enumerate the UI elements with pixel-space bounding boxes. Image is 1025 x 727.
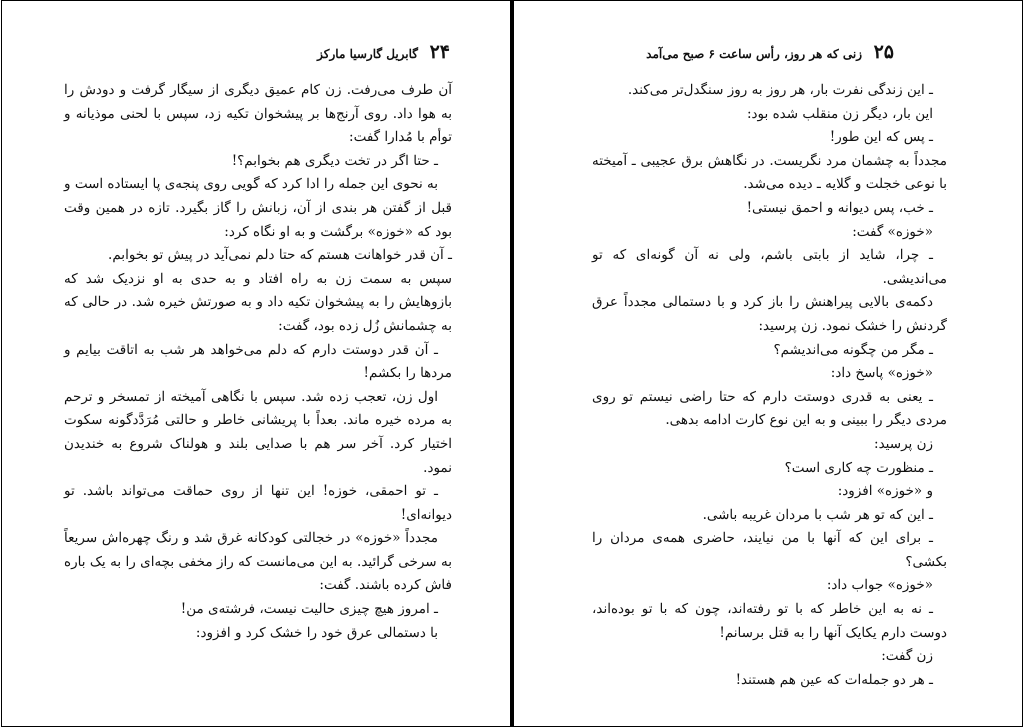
right-paragraph-10: «خوزه» پاسخ داد: (830, 365, 933, 382)
left-paragraph-10: ـ امروز هیچ چیزی حالیت نیست، فرشته‌ی من! (180, 601, 438, 618)
left-paragraph-9: مجدداً «خوزه» در خجالتی کودکانه غرق شد و رنگ چهره‌اش سریعاً به سرخی گرائید. به این می‌مانست که راز مخفی بچه‌ای را به یک باره فاش کرده باشند. گفت: (64, 530, 452, 594)
left-page-body (64, 79, 452, 645)
right-paragraph-15: ـ این که تو هر شب با مردان غریبه باشی. (702, 506, 933, 523)
right-paragraph-4: مجدداً به چشمان مرد نگریست. در نگاهش برق عجیبی ـ آمیخته با نوعی خجلت و گلایه ـ دیده می‌شد. (592, 152, 947, 193)
left-paragraph-2: ـ حتا اگر در تخت دیگری هم بخوابم؟! (231, 152, 438, 169)
right-paragraph-5: ـ خب، پس دیوانه و احمق نیستی! (746, 199, 933, 216)
left-paragraph-4: ـ آن قدر خواهانت هستم که حتا دلم نمی‌آید در پیش تو بخوابم. (108, 247, 452, 264)
right-page-header (594, 41, 894, 65)
right-paragraph-2: این بار، دیگر زن منقلب شده بود: (746, 105, 933, 122)
left-paragraph-11: با دستمالی عرق خود را خشک کرد و افزود: (195, 624, 438, 641)
right-paragraph-14: و «خوزه» افزود: (837, 483, 933, 500)
left-page-number: ۲۴ (429, 41, 450, 63)
right-paragraph-20: ـ هر دو جمله‌ات که عین هم هستند! (735, 671, 933, 688)
right-paragraph-8: دکمه‌ی بالایی پیراهنش را باز کرد و با دستمالی مجدداً عرق گردنش را خشک نمود. زن پرسید: (592, 294, 947, 334)
right-paragraph-7: ـ چرا، شاید از بابتی باشم، ولی نه آن گونه‌ای که تو می‌اندیشی. (592, 247, 947, 287)
right-paragraph-1: ـ این زندگی نفرت بار، هر روز به روز سنگدل‌تر می‌کند. (627, 82, 933, 98)
right-page-number: ۲۵ (873, 41, 894, 63)
right-paragraph-18: ـ نه به این خاطر که با تو رفته‌اند، چون که با تو بوده‌اند، دوست دارم یکایک آنها را به قتل برسانم! (592, 601, 947, 641)
right-paragraph-6: «خوزه» گفت: (852, 223, 933, 240)
right-running-header: زنی که هر روز، رأس ساعت ۶ صبح می‌آمد (646, 47, 862, 61)
right-paragraph-16: ـ برای این که آنها با من نیایند، حاضری همه‌ی مردان را بکشی؟ (592, 530, 947, 570)
left-paragraph-6: ـ آن قدر دوستت دارم که دلم می‌خواهد هر شب به اتاقت بیایم و مردها را بکشم! (64, 341, 452, 382)
left-paragraph-5: سپس به سمت زن به راه افتاد و به حدی به او نزدیک شد که بازوهایش را به پیشخوان تکیه داد و به صورتش خیره شد. در حالی که به چشمانش زُل زده بود، گفت: (64, 270, 452, 334)
left-paragraph-1: آن طرف می‌رفت. زن کام عمیق دیگری از سیگار گرفت و دودش را به هوا داد. روی آرنج‌ها بر پیشخوان تکیه زد، سپس با لحنی موذیانه و توأم با مُدارا گفت: (64, 82, 452, 146)
left-paragraph-7: اول زن، تعجب زده شد. سپس با نگاهی آمیخته از تمسخر و ترحم به مرده خیره ماند. بعداً با پریشانی خاطر و حالتی مُرَدَّدگونه سکوت اختیار کرد. آخر سر هم با صدایی بلند و هولناک شروع به خندیدن نمود. (64, 388, 452, 476)
right-paragraph-13: ـ منظورت چه کاری است؟ (784, 459, 933, 476)
right-paragraph-9: ـ مگر من چگونه می‌اندیشم؟ (773, 341, 933, 358)
left-page-header (317, 41, 450, 65)
right-paragraph-19: زن گفت: (881, 648, 933, 665)
right-paragraph-12: زن پرسید: (874, 435, 933, 452)
left-paragraph-3: به نحوی این جمله را ادا کرد که گویی روی پنجه‌ی پا ایستاده است و قبل از گفتن هر بندی از آن، زبانش را گاز بگیرد. تازه در همین وقت بود که «خوزه» برگشت و به او نگاه کرد: (64, 176, 452, 240)
right-page-body (592, 79, 947, 692)
right-paragraph-17: «خوزه» جواب داد: (826, 577, 933, 594)
left-running-header: گابریل گارسیا مارکز (317, 47, 418, 61)
left-paragraph-8: ـ تو احمقی، خوزه! این تنها از روی حماقت می‌تواند باشد. تو دیوانه‌ای! (64, 483, 452, 523)
left-page (1, 0, 511, 727)
right-page (513, 0, 1023, 727)
right-paragraph-11: ـ یعنی به قدری دوستت دارم که حتا راضی نیستم تو روی مردی دیگر را ببینی و به این نوع کارت ادامه بدهی. (592, 388, 947, 429)
right-paragraph-3: ـ پس که این طور! (829, 129, 933, 146)
